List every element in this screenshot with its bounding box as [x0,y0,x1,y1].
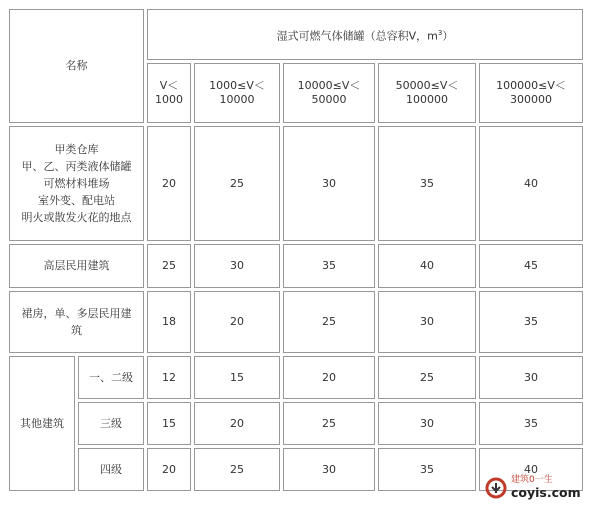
row-label-line: 甲类仓库 [54,143,99,156]
table-cell: 25 [378,356,476,399]
table-cell: 25 [194,126,280,241]
tank-header: 湿式可燃气体储罐（总容积V，$m^3$） [147,9,583,60]
table-cell: 25 [283,291,375,353]
table-cell: 20 [283,356,375,399]
table-cell: 18 [147,291,191,353]
table-cell: 20 [194,291,280,353]
table-cell: 35 [479,402,583,445]
table-cell: 35 [378,126,476,241]
table-cell: 20 [147,126,191,241]
row-label-highrise: 高层民用建筑 [9,244,144,288]
coyis-logo-icon [484,476,508,500]
row-label-line: 甲、乙、丙类液体储罐 [21,160,132,173]
capacity-col-5: 100000≤V＜300000 [479,63,583,123]
capacity-col-4: 50000≤V＜100000 [378,63,476,123]
capacity-col-2: 1000≤V＜10000 [194,63,280,123]
watermark-tagline: 建筑0一生 [511,475,553,485]
row-label-podium: 裙房，单、多层民用建筑 [9,291,144,353]
table-cell: 30 [378,291,476,353]
name-header: 名称 [9,9,144,123]
row-label-other: 其他建筑 [9,356,75,491]
table-cell: 25 [194,448,280,491]
watermark-site: coyis.com [511,485,581,500]
row-label-warehouse [9,126,144,241]
table-cell: 45 [479,244,583,288]
table-cell: 30 [283,448,375,491]
table-cell: 35 [479,291,583,353]
row-label-line: 明火或散发火花的地点 [21,211,132,224]
grade-label: 四级 [78,448,144,491]
table-cell: 20 [147,448,191,491]
row-label-line: 可燃材料堆场 [43,177,110,190]
site-watermark [484,470,588,508]
table-cell: 20 [194,402,280,445]
table-cell: 30 [194,244,280,288]
table-cell: 35 [283,244,375,288]
grade-label: 三级 [78,402,144,445]
row-label-line: 室外变、配电站 [38,194,115,207]
table-cell: 15 [147,402,191,445]
capacity-col-1: V＜1000 [147,63,191,123]
table-cell: 30 [378,402,476,445]
table-cell: 25 [283,402,375,445]
grade-label: 一、二级 [78,356,144,399]
table-cell: 15 [194,356,280,399]
table-cell: 40 [479,126,583,241]
spacing-table [6,6,586,494]
table-cell: 30 [479,356,583,399]
table-cell: 30 [283,126,375,241]
capacity-col-3: 10000≤V＜50000 [283,63,375,123]
table-cell: 40 [378,244,476,288]
table-cell: 25 [147,244,191,288]
table-cell: 40 [479,448,583,491]
table-cell: 12 [147,356,191,399]
table-cell: 35 [378,448,476,491]
